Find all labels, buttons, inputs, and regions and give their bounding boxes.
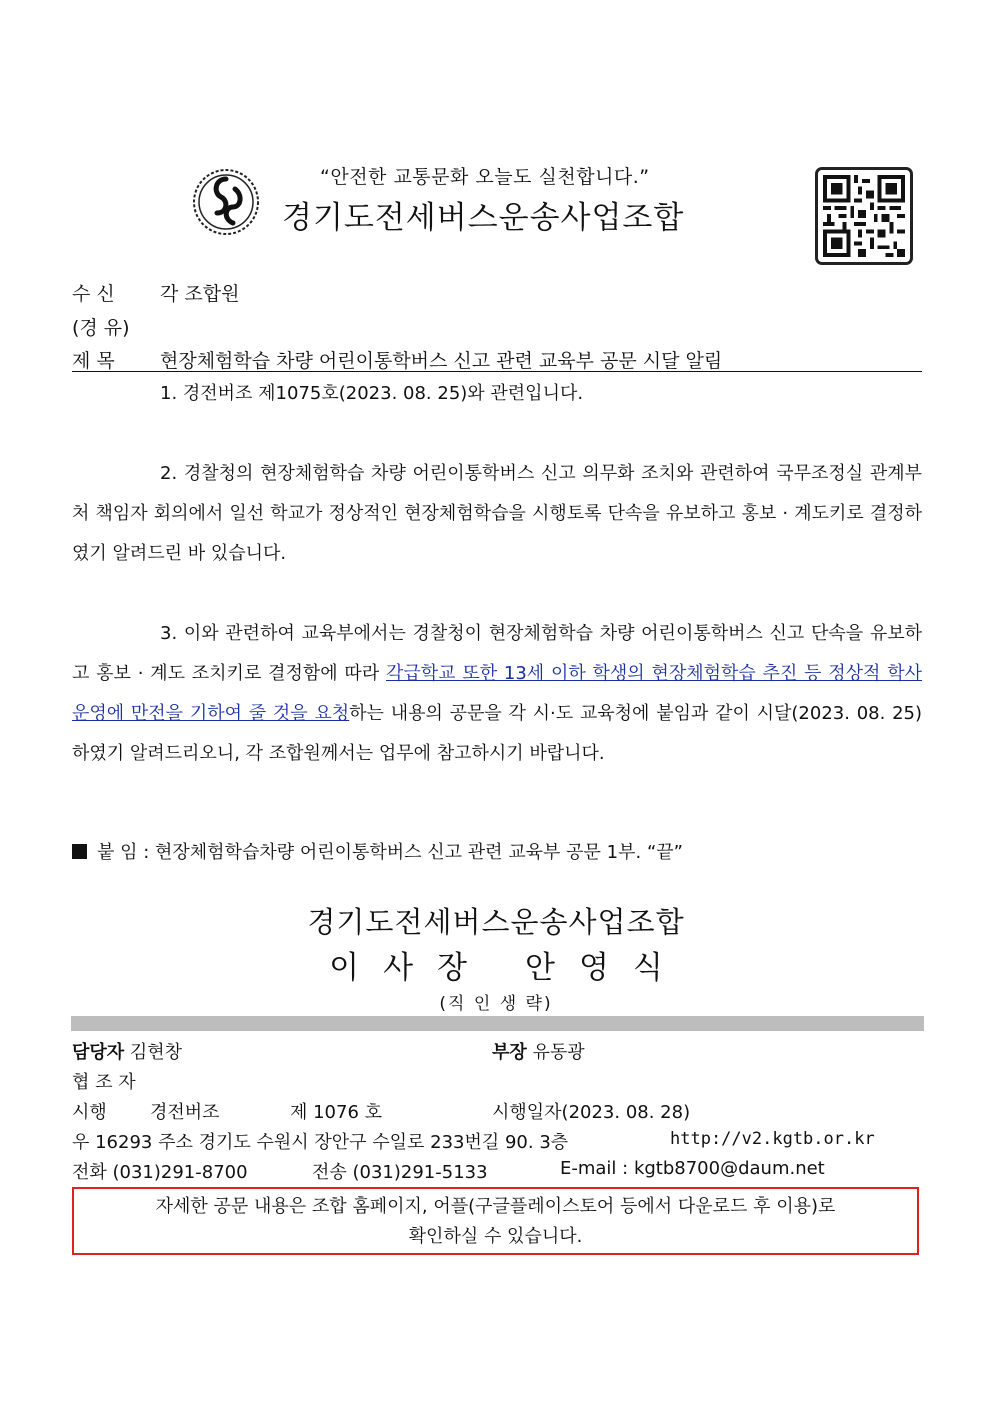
contact-person: 담당자 김현창: [72, 1042, 183, 1063]
email-address[interactable]: E-mail : kgtb8700@daum.net: [560, 1158, 825, 1179]
body-paragraph-2: 2. 경찰청의 현장체험학습 차량 어린이통학버스 신고 의무화 조치와 관련하여 국무조정실 관계부처 책임자 회의에서 일선 학교가 정상적인 현장체험학습을 시행토록 단속을 유보하고 홍보 · 계도키로 결정하였기 알려드린 바 있습니다.: [72, 463, 922, 564]
signature-organization: 경기도전세버스운송사업조합: [307, 905, 685, 939]
subject-divider: [72, 371, 922, 372]
footer-divider: [71, 1016, 924, 1031]
body-paragraph-3: 3. 이와 관련하여 교육부에서는 경찰청이 현장체험학습 차량 어린이통학버스 신고 단속을 유보하고 홍보 · 계도 조치키로 결정함에 따라 각급학교 또한 13세 이하 학생의 현장체험학습 추진 등 정상적 학사운영에 만전을 기하여 줄 것을 요청하는 내용의 공문을 각 시·도 교육청에 붙임과 같이 시달(2023. 08. 25)하였기 알려드리오니, 각 조합원께서는 업무에 참고하시기 바랍니다.: [72, 623, 922, 764]
notice-box: [72, 1187, 919, 1255]
cooperation-label: 협 조 자: [72, 1072, 136, 1093]
fax-number: 전송 (031)291-5133: [312, 1162, 488, 1183]
homepage-url[interactable]: http://v2.kgtb.or.kr: [670, 1129, 875, 1149]
attachment-line: 붙 임 : 현장체험학습차량 어린이통학버스 신고 관련 교육부 공문 1부. “끝”: [72, 838, 683, 864]
qr-code-icon[interactable]: [815, 167, 913, 265]
subject-label: 제 목: [72, 350, 115, 372]
notice-line-1: 자세한 공문 내용은 조합 홈페이지, 어플(구글플레이스토어 등에서 다운로드 후 이용)로: [155, 1196, 836, 1217]
subject-value: 현장체험학습 차량 어린이통학버스 신고 관련 교육부 공문 시달 알림: [160, 350, 723, 372]
enforce-dept: 경전버조: [150, 1102, 220, 1123]
recipient-label: 수 신: [72, 283, 115, 305]
enforce-label: 시행: [72, 1102, 107, 1123]
slogan: “안전한 교통문화 오늘도 실천합니다.”: [320, 166, 650, 188]
body-paragraph-1: 1. 경전버조 제1075호(2023. 08. 25)와 관련입니다.: [160, 383, 584, 404]
enforce-number: 제 1076 호: [290, 1102, 383, 1123]
address: 우 16293 주소 경기도 수원시 장안구 수일로 233번길 90. 3층: [72, 1132, 569, 1153]
phone-number: 전화 (031)291-8700: [72, 1162, 248, 1183]
via-label: (경 유): [72, 317, 130, 339]
square-bullet-icon: [72, 844, 87, 859]
enforce-date: 시행일자(2023. 08. 28): [492, 1102, 691, 1123]
recipient-value: 각 조합원: [160, 283, 240, 305]
organization-title: 경기도전세버스운송사업조합: [282, 200, 685, 236]
notice-line-2: 확인하실 수 있습니다.: [408, 1226, 583, 1247]
seal-omitted-note: (직 인 생 략): [439, 994, 553, 1014]
attachment-text: 현장체험학습차량 어린이통학버스 신고 관련 교육부 공문 1부. “끝”: [155, 842, 683, 863]
highlighted-request-link[interactable]: 각급학교 또한 13세 이하 학생의 현장체험학습 추진 등 정상적 학사운영에 만전을 기하여 줄 것을 요청: [72, 663, 922, 724]
department-head: 부장 유동광: [492, 1042, 585, 1063]
union-logo-icon: [191, 167, 261, 237]
signature-title: 이 사 장 안 영 식: [329, 950, 663, 986]
